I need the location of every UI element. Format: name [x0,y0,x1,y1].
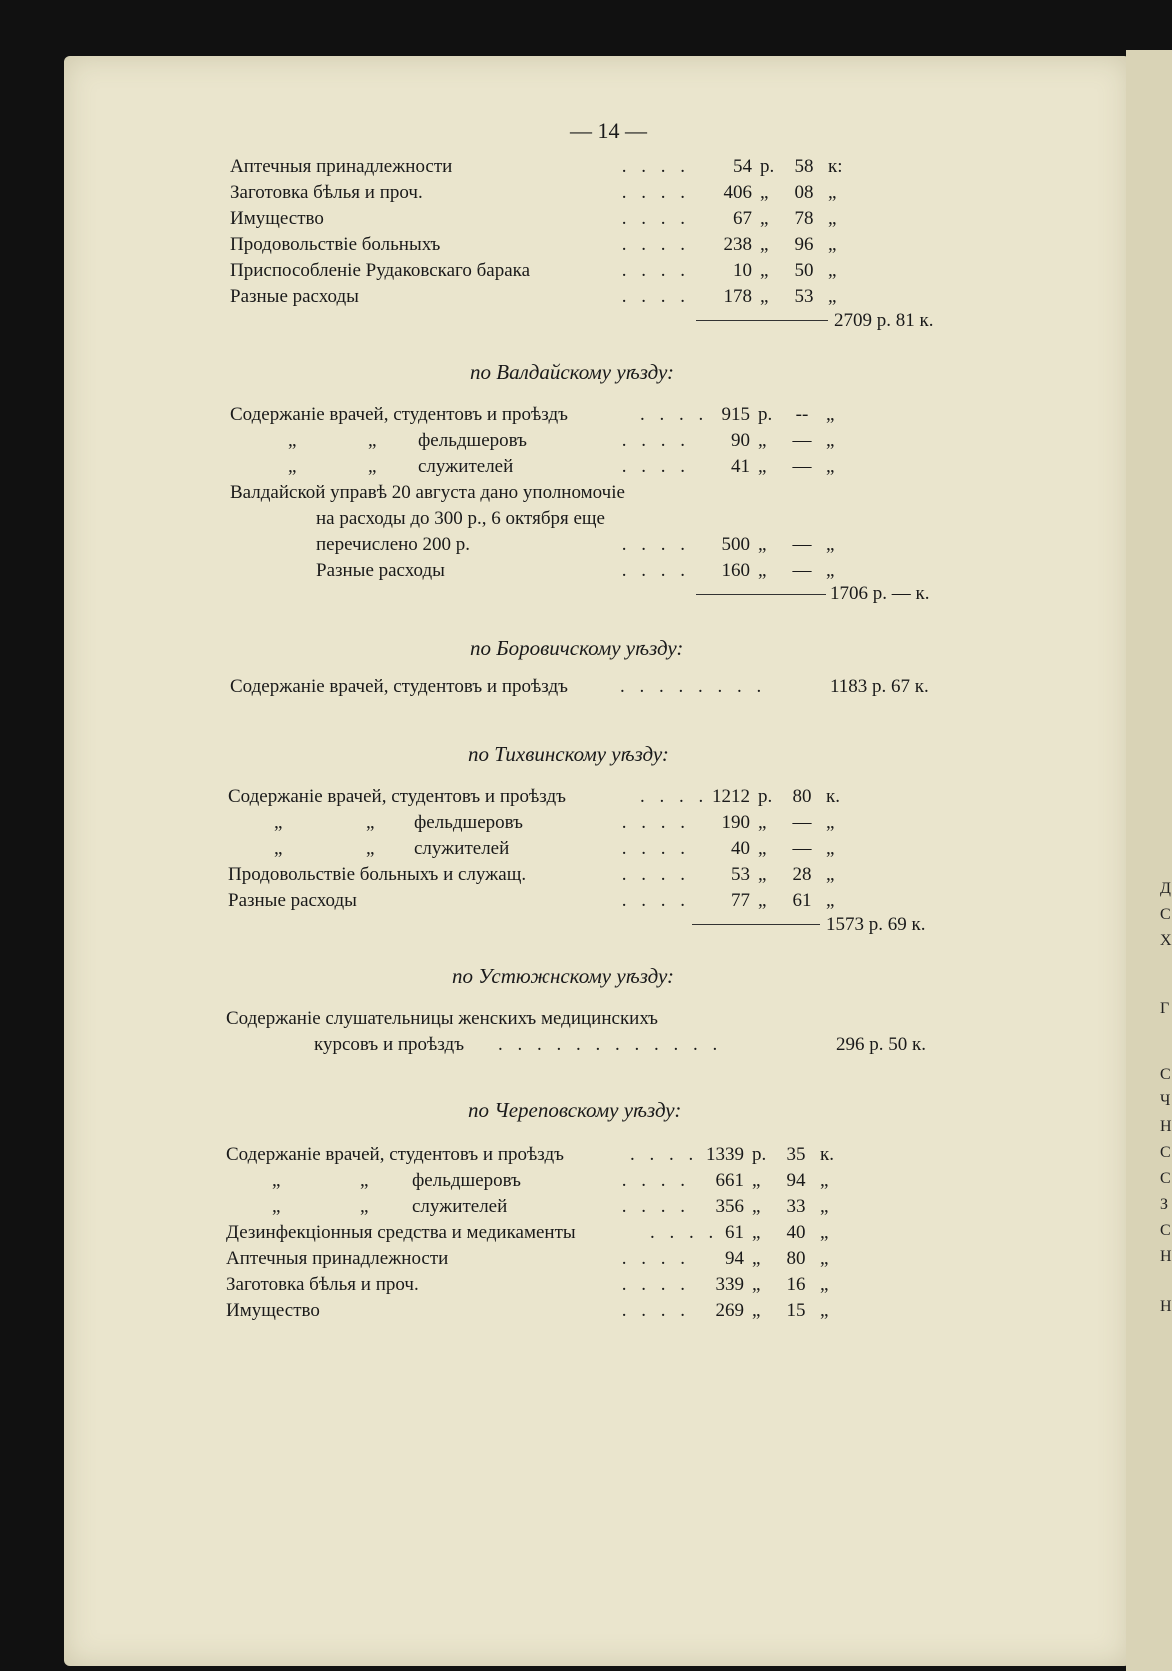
currency-mark: „ [758,456,767,477]
currency-mark: р. [760,156,775,177]
currency-mark: „ [760,182,769,203]
currency-mark: к. [820,1144,834,1165]
rubles: 406 [723,182,752,203]
kopecks: — [792,456,812,477]
row-label: Продовольствіе больныхъ [230,234,441,255]
kopecks: 94 [786,1170,806,1191]
kopecks: 78 [794,208,814,229]
kopecks: 33 [786,1196,806,1217]
edge-letter: З [1160,1196,1169,1213]
edge-letter: Д [1160,880,1171,897]
kopecks: 61 [792,890,812,911]
rubles: 40 [731,838,750,859]
rubles: 269 [715,1300,744,1321]
currency-mark: „ [758,838,767,859]
section-total: 296 р. 50 к. [836,1034,926,1055]
section-heading: по Тихвинскому уѣзду: [468,742,669,766]
currency-mark: р. [752,1144,767,1165]
row-label: Дезинфекціонныя средства и медикаменты [226,1222,576,1243]
kopecks: 35 [786,1144,806,1165]
row-label: Разные расходы [228,890,357,911]
row-label: фельдшеровъ [412,1170,521,1191]
kopecks: — [792,838,812,859]
kopecks: 15 [786,1300,806,1321]
ledger-row [0,430,1172,456]
rubles: 10 [733,260,752,281]
ledger-row [0,1170,1172,1196]
row-label: Разные расходы [316,560,445,581]
currency-mark: „ [828,286,837,307]
leader-dots: . . . . [621,456,690,477]
kopecks: — [792,430,812,451]
ledger-row [0,156,1172,182]
currency-mark: „ [820,1248,829,1269]
section-heading: по Валдайскому уѣзду: [470,360,675,384]
currency-mark: к: [828,156,843,177]
rubles: 238 [723,234,752,255]
leader-dots: . . . . [621,560,690,581]
ledger-row [0,1144,1172,1170]
currency-mark: „ [826,838,835,859]
kopecks: 80 [786,1248,806,1269]
edge-letter: Н [1160,1298,1172,1315]
row-label: Аптечныя принадлежности [226,1248,449,1269]
ledger-row [0,1248,1172,1274]
ditto-mark: „ [274,812,283,833]
row-label: Содержаніе врачей, студентовъ и проѣздъ [228,786,566,807]
currency-mark: „ [758,560,767,581]
currency-mark: „ [828,234,837,255]
row-label: Содержаніе врачей, студентовъ и проѣздъ [230,676,568,697]
total-rule [696,320,828,321]
rubles: 1339 [706,1144,744,1165]
section-total: 2709 р. 81 к. [834,310,934,331]
section-total: 1183 р. 67 к. [830,676,929,697]
currency-mark: „ [820,1170,829,1191]
rubles: 77 [731,890,750,911]
currency-mark: „ [820,1300,829,1321]
currency-mark: „ [752,1300,761,1321]
currency-mark: „ [820,1196,829,1217]
leader-dots: . . . . [621,1248,690,1269]
row-label: служителей [412,1196,508,1217]
ledger-row [0,234,1172,260]
ditto-mark: „ [272,1170,281,1191]
leader-dots: . . . . [621,260,690,281]
ledger-row [0,1300,1172,1326]
edge-letter: Ч [1160,1092,1171,1109]
leader-dots: . . . . . . . . [620,676,767,697]
ledger-row [0,286,1172,312]
rubles: 61 [725,1222,744,1243]
currency-mark: „ [752,1222,761,1243]
currency-mark: „ [826,890,835,911]
edge-letter: С [1160,1066,1171,1083]
currency-mark: „ [828,208,837,229]
leader-dots: . . . . [621,1170,690,1191]
leader-dots: . . . . [621,864,690,885]
row-label: перечислено 200 р. [316,534,471,555]
text-line: курсовъ и проѣздъ [314,1034,465,1055]
leader-dots: . . . . [621,534,690,555]
currency-mark: „ [760,208,769,229]
ledger-row [0,890,1172,916]
ledger-row [0,1222,1172,1248]
total-rule [696,594,826,595]
kopecks: 80 [792,786,812,807]
ledger-row [0,1274,1172,1300]
currency-mark: „ [826,812,835,833]
rubles: 1212 [712,786,750,807]
ledger-row [0,456,1172,482]
ledger-row [0,1196,1172,1222]
currency-mark: р. [758,786,773,807]
ditto-mark: „ [288,456,297,477]
kopecks: 28 [792,864,812,885]
leader-dots: . . . . [621,234,690,255]
leader-dots: . . . . . . . . . . . . [498,1034,723,1055]
edge-letter: Х [1160,932,1172,949]
leader-dots: . . . . [621,812,690,833]
leader-dots: . . . . [621,156,690,177]
rubles: 500 [721,534,750,555]
text-line: Содержаніе слушательницы женскихъ медицинскихъ [226,1008,658,1029]
currency-mark: „ [760,260,769,281]
row-label: Разные расходы [230,286,359,307]
kopecks: 96 [794,234,814,255]
page-number: — 14 — [570,118,647,143]
kopecks: -- [795,404,809,425]
ledger-row [0,786,1172,812]
kopecks: — [792,560,812,581]
section-total: 1573 р. 69 к. [826,914,926,935]
ledger-row [0,560,1172,586]
row-label: фельдшеровъ [418,430,527,451]
currency-mark: „ [828,182,837,203]
currency-mark: „ [758,534,767,555]
rubles: 661 [715,1170,744,1191]
currency-mark: „ [826,864,835,885]
leader-dots: . . . . [630,1144,699,1165]
rubles: 90 [731,430,750,451]
leader-dots: . . . . [621,430,690,451]
rubles: 94 [725,1248,744,1269]
leader-dots: . . . . [621,286,690,307]
edge-letter: С [1160,1170,1171,1187]
currency-mark: „ [826,456,835,477]
leader-dots: . . . . [621,1300,690,1321]
kopecks: 08 [794,182,814,203]
currency-mark: р. [758,404,773,425]
kopecks: 16 [786,1274,806,1295]
ledger-row [0,864,1172,890]
leader-dots: . . . . [621,208,690,229]
currency-mark: „ [752,1170,761,1191]
leader-dots: . . . . [640,404,709,425]
rubles: 53 [731,864,750,885]
ditto-mark: „ [368,430,377,451]
currency-mark: „ [758,812,767,833]
section-heading: по Боровичскому уѣзду: [470,636,684,660]
ditto-mark: „ [288,430,297,451]
ledger-row [0,534,1172,560]
leader-dots: . . . . [621,890,690,911]
ditto-mark: „ [272,1196,281,1217]
currency-mark: „ [826,560,835,581]
rubles: 41 [731,456,750,477]
rubles: 54 [733,156,752,177]
row-label: служителей [418,456,514,477]
currency-mark: „ [752,1248,761,1269]
currency-mark: „ [752,1274,761,1295]
kopecks: 58 [794,156,814,177]
row-label: Имущество [226,1300,320,1321]
section-heading: по Устюжнскому уѣзду: [452,964,675,988]
currency-mark: „ [752,1196,761,1217]
kopecks: 40 [786,1222,806,1243]
ledger-row [0,812,1172,838]
leader-dots: . . . . [621,1274,690,1295]
text-line: на расходы до 300 р., 6 октября еще [316,508,605,529]
leader-dots: . . . . [621,838,690,859]
edge-letter: Н [1160,1248,1172,1265]
rubles: 160 [721,560,750,581]
rubles: 339 [715,1274,744,1295]
row-label: Заготовка бѣлья и проч. [230,182,423,203]
currency-mark: к. [826,786,840,807]
ledger-row [0,260,1172,286]
section-total: 1706 р. — к. [830,583,930,604]
currency-mark: „ [826,534,835,555]
row-label: фельдшеровъ [414,812,523,833]
row-label: Приспособленіе Рудаковскаго барака [230,260,531,281]
row-label: Содержаніе врачей, студентовъ и проѣздъ [230,404,568,425]
currency-mark: „ [820,1274,829,1295]
row-label: Заготовка бѣлья и проч. [226,1274,419,1295]
ditto-mark: „ [360,1196,369,1217]
row-label: служителей [414,838,510,859]
ledger-row [0,404,1172,430]
row-label: Продовольствіе больныхъ и служащ. [228,864,527,885]
ledger-row [0,208,1172,234]
leader-dots: . . . . [650,1222,719,1243]
text-line: Валдайской управѣ 20 августа дано уполномочіе [230,482,625,503]
row-label: Аптечныя принадлежности [230,156,453,177]
currency-mark: „ [758,890,767,911]
rubles: 190 [721,812,750,833]
edge-letter: Н [1160,1118,1172,1135]
edge-letter: Г [1160,1000,1170,1017]
row-label: Содержаніе врачей, студентовъ и проѣздъ [226,1144,564,1165]
currency-mark: „ [758,864,767,885]
rubles: 178 [723,286,752,307]
ditto-mark: „ [360,1170,369,1191]
currency-mark: „ [758,430,767,451]
rubles: 356 [715,1196,744,1217]
rubles: 915 [721,404,750,425]
ledger-row [0,838,1172,864]
currency-mark: „ [820,1222,829,1243]
currency-mark: „ [826,430,835,451]
edge-letter: С [1160,906,1171,923]
kopecks: 50 [794,260,814,281]
ditto-mark: „ [368,456,377,477]
leader-dots: . . . . [621,182,690,203]
edge-letter: С [1160,1222,1171,1239]
currency-mark: „ [760,286,769,307]
currency-mark: „ [760,234,769,255]
section-heading: по Череповскому уѣзду: [468,1098,682,1122]
kopecks: — [792,534,812,555]
currency-mark: „ [826,404,835,425]
kopecks: 53 [794,286,814,307]
leader-dots: . . . . [640,786,709,807]
total-rule [692,924,820,925]
ditto-mark: „ [274,838,283,859]
kopecks: — [792,812,812,833]
row-label: Имущество [230,208,324,229]
ledger-row [0,182,1172,208]
leader-dots: . . . . [621,1196,690,1217]
currency-mark: „ [828,260,837,281]
edge-letter: С [1160,1144,1171,1161]
rubles: 67 [733,208,752,229]
ditto-mark: „ [366,838,375,859]
ditto-mark: „ [366,812,375,833]
